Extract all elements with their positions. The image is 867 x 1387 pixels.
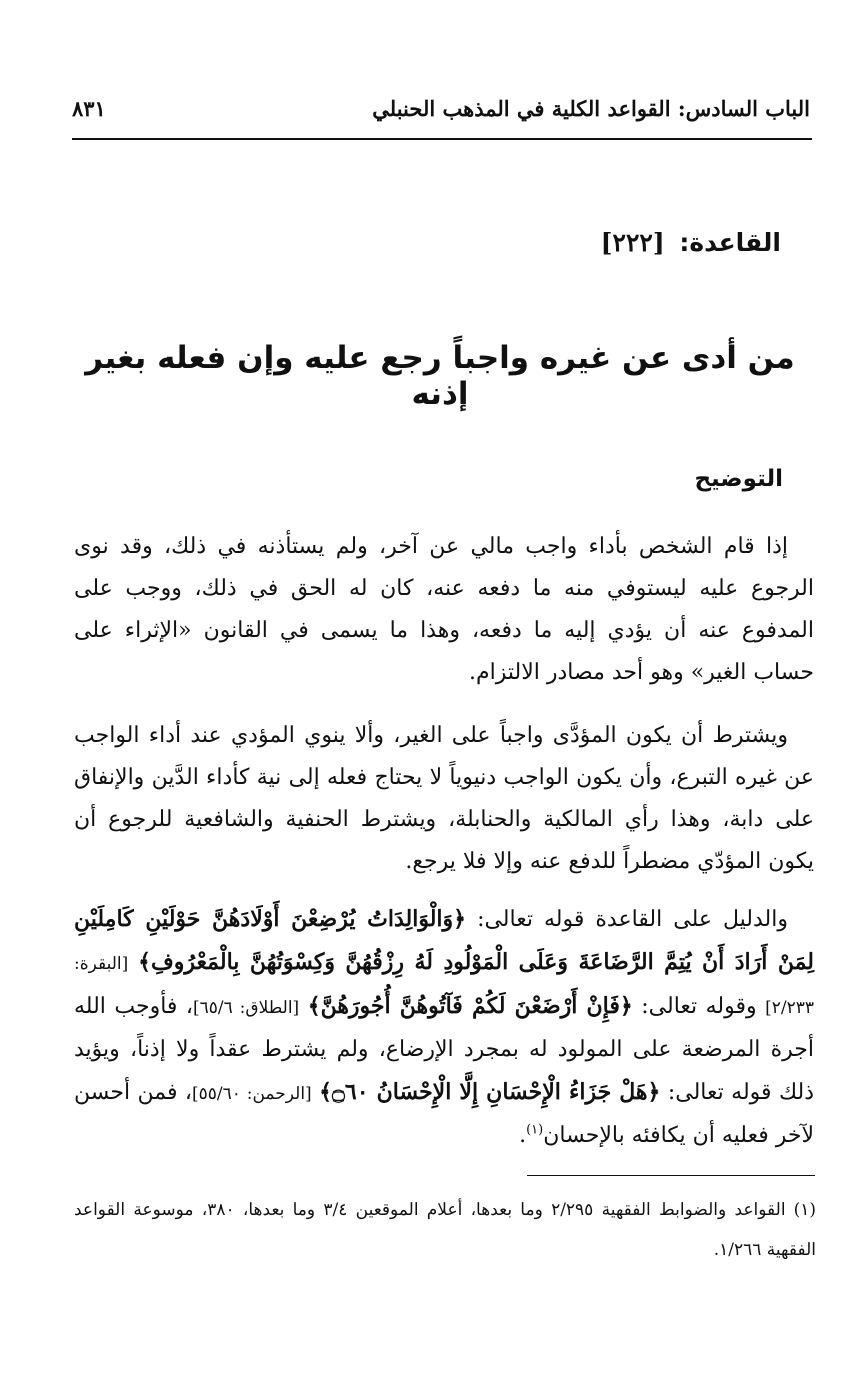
chapter-title: الباب السادس: القواعد الكلية في المذهب الحنبلي xyxy=(372,96,810,121)
page-number: ٨٣١ xyxy=(72,96,106,121)
evidence-explanation: ، فأوجب الله أجرة المرضعة على المولود له بمجرد الإرضاع، ولم يشترط عقداً ولا إذناً، ويؤيد ذلك قوله تعالى: xyxy=(74,994,815,1105)
verse-reference-talaq: [الطلاق: ٦٥/٦] xyxy=(193,998,300,1018)
footnote-text: القواعد والضوابط الفقهية ٢/٢٩٥ وما بعدها، أعلام الموقعين ٣/٤ وما بعدها، ٣٨٠، موسوعة القواعد الفقهية ١/٢٦٦. xyxy=(74,1200,816,1260)
evidence-conclusion: ، فمن أحسن لآخر فعليه أن يكافئه بالإحسان xyxy=(74,1080,814,1148)
paragraph-explanation: إذا قام الشخص بأداء واجب مالي عن آخر، ولم يستأذنه في ذلك، وقد نوى الرجوع عليه ليستوفي منه ما دفعه عنه، كان له الحق في ذلك، ووجب على المدفوع عنه أن يؤدي إليه ما دفعه، وهذا ما يسمى في القانون «الإثراء على حساب الغير» وهو أحد مصادر الالتزام. xyxy=(74,534,814,685)
rule-heading: من أدى عن غيره واجباً رجع عليه وإن فعله بغير إذنه xyxy=(85,340,795,412)
rule-number: [٢٢٢] xyxy=(600,228,665,257)
paragraph-evidence xyxy=(74,898,814,1157)
footnote-divider xyxy=(527,1175,815,1176)
verse-reference-baqarah: [البقرة: ٢/٢٣٣] xyxy=(74,954,815,1018)
header-divider xyxy=(72,138,812,140)
evidence-connector: وقوله تعالى: xyxy=(641,994,757,1019)
rule-label-text: القاعدة: xyxy=(679,228,781,257)
paragraph-period: . xyxy=(519,1123,527,1148)
quran-verse-rahman: ﴿هَلْ جَزَاءُ الْإِحْسَانِ إِلَّا الْإِحْسَانُ ۝٦٠﴾ xyxy=(319,1079,661,1105)
footnote-reference[interactable]: (١) xyxy=(526,1122,544,1138)
verse-reference-rahman: [الرحمن: ٥٥/٦٠] xyxy=(192,1084,312,1104)
evidence-intro: والدليل على القاعدة قوله تعالى: xyxy=(477,907,788,932)
section-heading: التوضيح xyxy=(694,466,783,492)
footnote xyxy=(74,1190,816,1270)
footnote-marker: (١) xyxy=(793,1200,816,1220)
quran-verse-talaq: ﴿فَإِنْ أَرْضَعْنَ لَكُمْ فَآتُوهُنَّ أُجُورَهُنَّ﴾ xyxy=(307,993,633,1019)
running-header xyxy=(72,92,810,134)
rule-label xyxy=(601,228,781,257)
quran-verse-baqarah: ﴿وَالْوَالِدَاتُ يُرْضِعْنَ أَوْلَادَهُنَّ حَوْلَيْنِ كَامِلَيْنِ لِمَنْ أَرَادَ أَنْ يُتِمَّ الرَّضَاعَةَ وَعَلَى الْمَوْلُودِ لَهُ رِزْقُهُنَّ وَكِسْوَتُهُنَّ بِالْمَعْرُوفِ﴾ xyxy=(74,906,815,975)
paragraph-conditions: ويشترط أن يكون المؤدَّى واجباً على الغير، وألا ينوي المؤدي عند أداء الواجب عن غيره التبرع، وأن يكون الواجب دنيوياً لا يحتاج فعله إلى نية كأداء الدَّين والإنفاق على دابة، وهذا رأي المالكية والحنابلة، ويشترط الحنفية والشافعية للرجوع أن يكون المؤدّي مضطراً للدفع عنه وإلا فلا يرجع. xyxy=(74,723,814,874)
